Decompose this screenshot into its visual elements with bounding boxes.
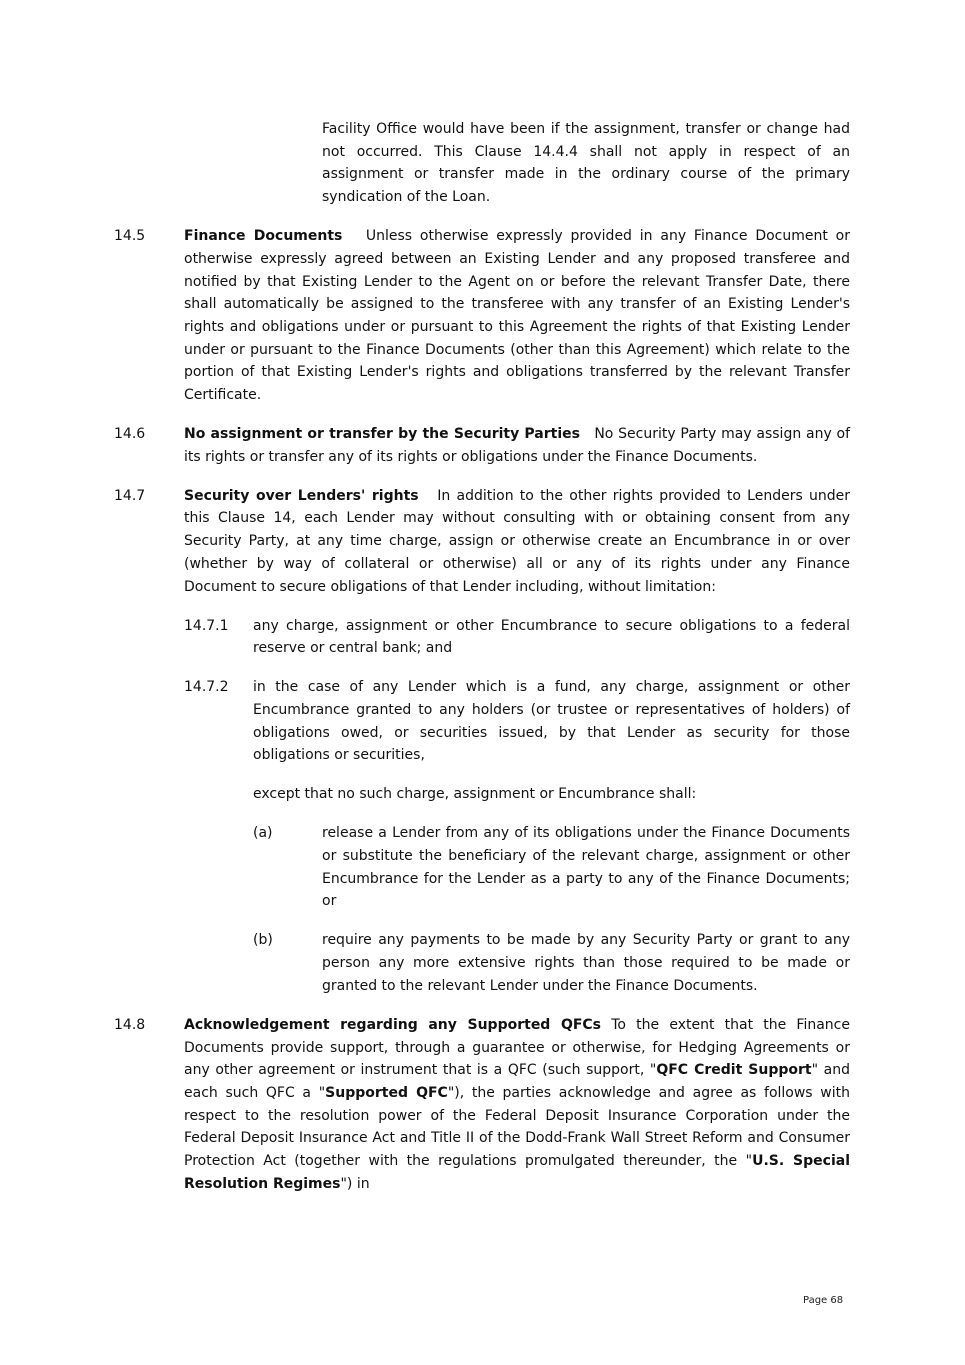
clause-14-5	[0, 225, 965, 407]
clause-heading: Finance Documents	[184, 228, 343, 245]
clause-text: To the extent that the Finance Documents provide support, through a guarantee or otherwise, for Hedging Agreements or any other agreement or instrument that is a QFC (such support, "	[184, 1016, 850, 1079]
clause-text: In addition to the other rights provided to Lenders under this Clause 14, each Lender may without consulting with or obtaining consent from any Security Party, at any time charge, assign or otherwise create an Encumbrance in or over (whether by way of collateral or otherwise) all or any of its rights under any Finance Document to secure obligations of that Lender including, without limitation:	[184, 487, 850, 595]
defined-term: QFC Credit Support	[656, 1062, 812, 1079]
clause-number: (a)	[253, 825, 273, 842]
clause-number: 14.7.2	[184, 679, 229, 696]
clause-14-6	[0, 423, 965, 468]
clause-heading: Acknowledgement regarding any Supported QFCs	[184, 1016, 602, 1033]
clause-text: any charge, assignment or other Encumbrance to secure obligations to a federal reserve or central bank; and	[253, 617, 850, 657]
clause-b	[0, 929, 965, 997]
except-paragraph	[0, 783, 965, 806]
paragraph-text: Facility Office would have been if the assignment, transfer or change had not occurred. This Clause 14.4.4 shall not apply in respect of an assignment or transfer made in the ordinary course of the primary syndication of the Loan.	[322, 121, 850, 206]
clause-14-8	[0, 1014, 965, 1196]
clause-number: (b)	[253, 932, 273, 949]
clause-text: require any payments to be made by any Security Party or grant to any person any more extensive rights than those required to be made or granted to the relevant Lender under the Finance Documents.	[322, 932, 850, 994]
page-number: Page 68	[803, 1295, 844, 1306]
paragraph-text: except that no such charge, assignment or Encumbrance shall:	[253, 786, 697, 803]
clause-a	[0, 822, 965, 913]
clause-heading: Security over Lenders' rights	[184, 487, 419, 504]
clause-14-4-4-continuation	[0, 118, 965, 209]
clause-text: release a Lender from any of its obligations under the Finance Documents or substitute the beneficiary of the relevant charge, assignment or other Encumbrance for the Lender as a party to any of the Finance Documents; or	[322, 825, 850, 910]
clause-number: 14.7	[114, 487, 146, 504]
clause-text: ") in	[340, 1175, 370, 1192]
clause-number: 14.8	[114, 1016, 146, 1033]
clause-number: 14.6	[114, 426, 146, 443]
clause-text: Unless otherwise expressly provided in any Finance Document or otherwise expressly agreed between an Existing Lender and any proposed transferee and notified by that Existing Lender to the Agent on or before the relevant Transfer Date, there shall automatically be assigned to the transferee with any transfer of an Existing Lender's rights and obligations under or pursuant to this Agreement the rights of that Existing Lender under or pursuant to the Finance Documents (other than this Agreement) which relate to the portion of that Existing Lender's rights and obligations transferred by the relevant Transfer Certificate.	[184, 228, 850, 404]
clause-text: "), the parties acknowledge and agree as follows with respect to the resolution power of the Federal Deposit Insurance Corporation under the Federal Deposit Insurance Act and Title II of the Dodd-Frank Wall Street Reform and Consumer Protection Act (together with the regulations promulgated thereunder, the "	[184, 1084, 850, 1170]
document-page	[0, 118, 965, 1212]
clause-number: 14.5	[114, 228, 146, 245]
clause-14-7-2	[0, 676, 965, 767]
clause-heading: No assignment or transfer by the Security Parties	[184, 426, 580, 443]
clause-number: 14.7.1	[184, 617, 229, 634]
defined-term: U.S. Special Resolution Regimes	[184, 1153, 851, 1192]
clause-text: No Security Party may assign any of its rights or transfer any of its rights or obligations under the Finance Documents.	[184, 426, 850, 465]
clause-14-7	[0, 485, 965, 599]
defined-term: Supported QFC	[325, 1084, 448, 1101]
clause-14-7-1	[0, 615, 965, 660]
clause-text: in the case of any Lender which is a fund, any charge, assignment or other Encumbrance granted to any holders (or trustee or representatives of holders) of obligations owed, or securities issued, by that Lender as security for those obligations or securities,	[253, 679, 850, 764]
clause-text: " and each such QFC a "	[184, 1062, 850, 1101]
